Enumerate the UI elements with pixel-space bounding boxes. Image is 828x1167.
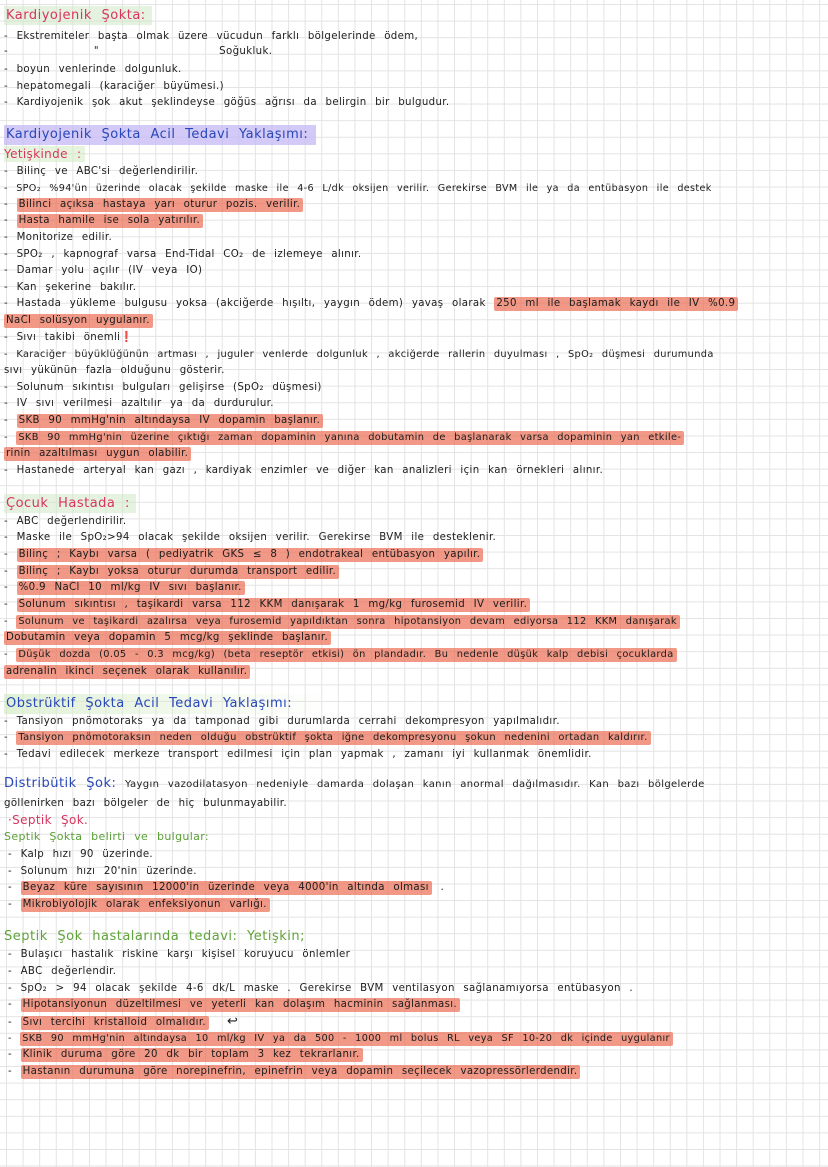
list-item: - %0.9 NaCl 10 ml/kg IV sıvı başlanır.: [4, 581, 245, 595]
list-item: - Ekstremiteler başta olmak üzere vücudun farklı bölgelerinde ödem,: [4, 31, 419, 42]
list-item: - Bilinç ; Kaybı varsa ( pediyatrik GKS ≤ 8 ) endotrakeal entübasyon yapılır.: [4, 548, 483, 562]
list-item: [4, 665, 250, 679]
list-item: - ABC değerlendirilir.: [4, 516, 127, 527]
highlighted-text: Bilinci açıksa hastaya yarı oturur pozis. verilir.: [17, 198, 304, 212]
section-title: [4, 128, 316, 143]
highlighted-text: NaCl solüsyon uygulanır.: [4, 314, 153, 328]
section-title: [4, 697, 332, 712]
list-item: - SPO₂ %94'ün üzerinde olacak şekilde maske ile 4-6 L/dk oksijen verilir. Gerekirse BVM ile ya da entübasyon ile destek: [4, 183, 712, 194]
highlighted-text: Bilinç ; Kaybı yoksa oturur durumda transport edilir.: [17, 565, 339, 579]
list-item: - Bilinç ve ABC'si değerlendirilir.: [4, 166, 199, 177]
highlighted-text: Klinik duruma göre 20 dk bir toplam 3 kez tekrarlanır.: [21, 1048, 363, 1062]
highlighted-text: Bilinç ; Kaybı varsa ( pediyatrik GKS ≤ 8 ) endotrakeal entübasyon yapılır.: [17, 548, 484, 562]
section-title: [4, 930, 305, 945]
title-kardiyojenik-tedavi: Kardiyojenik Şokta Acil Tedavi Yaklaşımı:: [4, 125, 316, 145]
list-item: - Klinik duruma göre 20 dk bir toplam 3 kez tekrarlanır.: [8, 1048, 363, 1062]
list-item: [4, 631, 331, 645]
list-item: [4, 447, 191, 461]
title-obstruktif: Obstrüktif Şokta Acil Tedavi Yaklaşımı:: [4, 694, 332, 714]
highlighted-text: Hipotansiyonun düzeltilmesi ve yeterli kan dolaşım hacminin sağlanması.: [21, 998, 460, 1012]
section-title: [4, 9, 152, 24]
title-cocuk: Çocuk Hastada :: [4, 494, 136, 513]
subtitle: [4, 147, 85, 163]
list-item: - IV sıvı verilmesi azaltılır ya da durdurulur.: [4, 398, 274, 409]
list-item: - Mikrobiyolojik olarak enfeksiyonun varlığı.: [8, 898, 270, 912]
list-item: - Solunum hızı 20'nin üzerinde.: [8, 866, 197, 877]
text: - Hastada yükleme bulgusu yoksa (akciğerde hışıltı, yaygın ödem) yavaş olarak: [4, 298, 486, 309]
list-item: - Sıvı tercihi kristalloid olmalıdır. ↩: [8, 1014, 239, 1029]
highlighted-text: Dobutamin veya dopamin 5 mcg/kg şeklinde başlanır.: [4, 631, 331, 645]
list-item: - Kardiyojenik şok akut şeklindeyse göğüs ağrısı da belirgin bir bulgudur.: [4, 97, 450, 108]
list-item: - Tansiyon pnömotoraks ya da tamponad gibi durumlarda cerrahi dekompresyon yapılmalıdır.: [4, 716, 560, 727]
list-item: - SKB 90 mmHg'nin altındaysa IV dopamin başlanır.: [4, 414, 323, 428]
list-item: - Beyaz küre sayısının 12000'in üzerinde veya 4000'in altında olması .: [8, 882, 445, 893]
list-item: - Hastanede arteryal kan gazı , kardiyak enzimler ve diğer kan analizleri için kan örnekleri alınır.: [4, 465, 604, 476]
title-septik-tedavi: Septik Şok hastalarında tedavi: Yetişkin;: [4, 929, 305, 944]
highlighted-text: %0.9 NaCl 10 ml/kg IV sıvı başlanır.: [17, 581, 245, 595]
highlighted-text: adrenalin ikinci seçenek olarak kullanılır.: [4, 665, 250, 679]
section-title: [4, 497, 136, 512]
highlighted-text: Solunum ve taşikardi azalırsa veya furosemid yapıldıktan sonra hipotansiyon devam ediyorsa 112 KKM danışarak: [16, 615, 680, 629]
list-item: - Bulaşıcı hastalık riskine karşı kişisel koruyucu önlemler: [8, 949, 351, 960]
list-item: - Solunum ve taşikardi azalırsa veya furosemid yapıldıktan sonra hipotansiyon devam ediyorsa 112 KKM danışarak: [4, 615, 680, 629]
list-item: - Tansiyon pnömotoraksın neden olduğu obstrüktif şokta iğne dekompresyonu şokun nedenini ortadan kaldırır.: [4, 731, 651, 745]
list-item: - hepatomegali (karaciğer büyümesi.): [4, 81, 224, 92]
list-item: - SKB 90 mmHg'nin üzerine çıktığı zaman dopaminin yanına dobutamin de başlanarak varsa dopaminin yan etkile-: [4, 431, 684, 445]
list-item: - boyun venlerinde dolgunluk.: [4, 64, 182, 75]
text: Yaygın vazodilatasyon nedeniyle damarda dolaşan kanın anormal dağılmasıdır. Kan bazı bölgelerde: [124, 779, 705, 790]
list-item: - Maske ile SpO₂>94 olacak şekilde oksijen verilir. Gerekirse BVM ile desteklenir.: [4, 532, 497, 543]
list-item: [4, 297, 738, 311]
list-item: - Hasta hamile ise sola yatırılır.: [4, 214, 203, 228]
subtitle-yetiskinde: Yetişkinde :: [4, 146, 85, 162]
highlighted-text: Sıvı tercihi kristalloid olmalıdır.: [21, 1016, 209, 1030]
list-item: - Bilinci açıksa hastaya yarı oturur pozis. verilir.: [4, 198, 303, 212]
list-item: - SKB 90 mmHg'nin altındaysa 10 ml/kg IV ya da 500 - 1000 ml bolus RL veya SF 10-20 dk içinde uygulanır: [8, 1032, 673, 1046]
title-septik-bulgular: Septik Şokta belirti ve bulgular:: [4, 830, 209, 843]
highlighted-text: Hasta hamile ise sola yatırılır.: [17, 214, 203, 228]
highlighted-text: Hastanın durumuna göre norepinefrin, epinefrin veya dopamin seçilecek vazopressörlerdendir.: [21, 1065, 581, 1079]
highlighted-text: 250 ml ile başlamak kaydı ile IV %0.9: [494, 297, 738, 311]
list-item: - Solunum sıkıntısı bulguları gelişirse (SpO₂ düşmesi): [4, 382, 322, 393]
highlighted-text: Solunum sıkıntısı , taşikardi varsa 112 KKM danışarak 1 mg/kg furosemid IV verilir.: [17, 598, 531, 612]
highlighted-text: Tansiyon pnömotoraksın neden olduğu obstrüktif şokta iğne dekompresyonu şokun nedenini ortadan kaldırır.: [16, 731, 650, 745]
return-arrow-icon: ↩: [227, 1014, 239, 1029]
highlighted-text: SKB 90 mmHg'nin üzerine çıktığı zaman dopaminin yanına dobutamin de başlanarak varsa dopaminin yan etkile-: [16, 431, 684, 445]
subtitle-septik-sok: ·Septik Şok.: [8, 813, 89, 827]
highlighted-text: Mikrobiyolojik olarak enfeksiyonun varlığı.: [21, 898, 270, 912]
list-item: - Solunum sıkıntısı , taşikardi varsa 112 KKM danışarak 1 mg/kg furosemid IV verilir.: [4, 598, 530, 612]
highlighted-text: SKB 90 mmHg'nin altındaysa 10 ml/kg IV ya da 500 - 1000 ml bolus RL veya SF 10-20 dk içinde uygulanır: [20, 1032, 673, 1046]
list-item: [4, 314, 153, 328]
list-item: - Kalp hızı 90 üzerinde.: [8, 849, 154, 860]
subtitle: [8, 813, 88, 829]
title-kardiyojenik: Kardiyojenik Şokta:: [4, 6, 152, 25]
list-item: - Kan şekerine bakılır.: [4, 282, 137, 293]
list-item: - Hipotansiyonun düzeltilmesi ve yeterli kan dolaşım hacminin sağlanması.: [8, 998, 460, 1012]
list-item: - Sıvı takibi önemli❗: [4, 332, 134, 343]
title-distributif: Distribütik Şok:: [4, 776, 117, 791]
highlighted-text: SKB 90 mmHg'nin altındaysa IV dopamin başlanır.: [17, 414, 324, 428]
list-item: - " Soğukluk.: [4, 46, 273, 57]
highlighted-text: rinin azaltılması uygun olabilir.: [4, 447, 191, 461]
list-item: - Hastanın durumuna göre norepinefrin, epinefrin veya dopamin seçilecek vazopressörlerdendir.: [8, 1065, 580, 1079]
list-item: - Monitorize edilir.: [4, 232, 113, 243]
list-item: - SpO₂ > 94 olacak şekilde 4-6 dk/L maske . Gerekirse BVM ventilasyon sağlanamıyorsa entübasyon .: [8, 983, 633, 994]
list-item: - Düşük dozda (0.05 - 0.3 mcg/kg) (beta reseptör etkisi) ön plandadır. Bu nedenle düşük kalp debisi çocuklarda: [4, 648, 677, 662]
paragraph: göllenirken bazı bölgeler de hiç bulunmayabilir.: [4, 798, 287, 809]
list-item: - Karaciğer büyüklüğünün artması , juguler venlerde dolgunluk , akciğerde rallerin duyulması , SpO₂ düşmesi durumunda: [4, 349, 714, 360]
list-item: - Tedavi edilecek merkeze transport edilmesi için plan yapmak , zamanı iyi kullanmak önemlidir.: [4, 749, 592, 760]
list-item: - ABC değerlendir.: [8, 966, 117, 977]
list-item: - Damar yolu açılır (IV veya IO): [4, 265, 203, 276]
list-item: - SPO₂ , kapnograf varsa End-Tidal CO₂ de izlemeye alınır.: [4, 249, 362, 260]
highlighted-text: Beyaz küre sayısının 12000'in üzerinde veya 4000'in altında olması: [21, 881, 432, 895]
section-title: [4, 830, 209, 845]
highlighted-text: Düşük dozda (0.05 - 0.3 mcg/kg) (beta reseptör etkisi) ön plandadır. Bu nedenle düşük kalp debisi çocuklarda: [16, 648, 676, 662]
paragraph: [4, 777, 705, 792]
list-item: sıvı yükünün fazla olduğunu gösterir.: [4, 365, 225, 376]
list-item: - Bilinç ; Kaybı yoksa oturur durumda transport edilir.: [4, 565, 339, 579]
